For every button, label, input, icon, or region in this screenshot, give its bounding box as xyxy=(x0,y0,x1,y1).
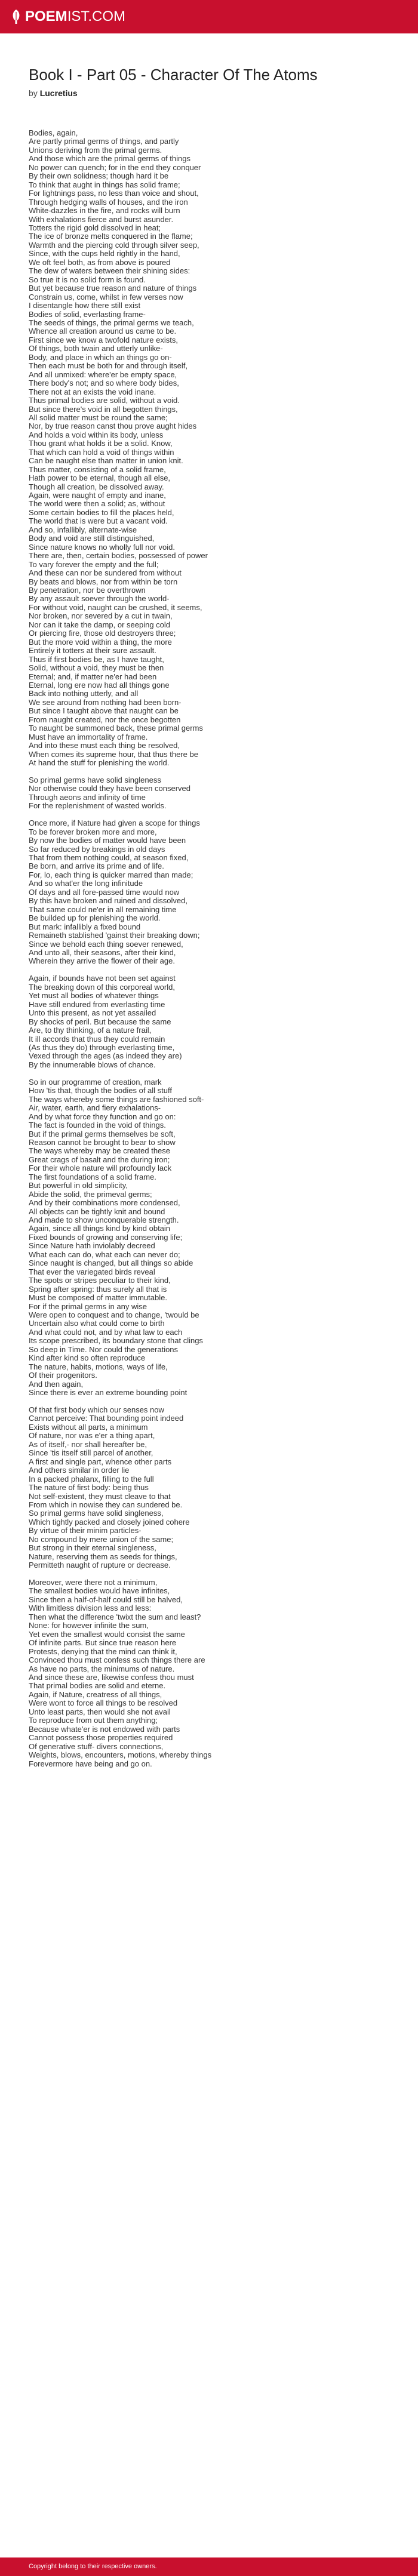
poem-line: Are, to thy thinking, of a nature frail, xyxy=(29,1026,152,1035)
poem-line: In a packed phalanx, filling to the full xyxy=(29,1474,154,1484)
poem-line: Must have an immortality of frame. xyxy=(29,732,148,741)
poem-line: That same could ne'er in all remaining time xyxy=(29,904,177,914)
poem-line: Which tightly packed and closely joined cohere xyxy=(29,1517,190,1526)
poem-stanza xyxy=(29,1406,389,1570)
poem-line: Again, since all things kind by kind obtain xyxy=(29,1224,171,1233)
poem-line: By virtue of their minim particles- xyxy=(29,1526,142,1535)
poem-line: Permitteth naught of rupture or decrease. xyxy=(29,1561,171,1570)
poem-line: For without void, naught can be crushed, it seems, xyxy=(29,602,202,612)
poem-line: There are, then, certain bodies, possessed of power xyxy=(29,551,208,561)
poem-line: So primal germs have solid singleness, xyxy=(29,1509,164,1518)
poem-line: But since there's void in all begotten things, xyxy=(29,404,178,414)
poem-line: Thou grant what holds it be a solid. Know, xyxy=(29,439,173,448)
poem-line: Unto this present, as not yet assailed xyxy=(29,1008,156,1018)
poem-line: Warmth and the piercing cold through silver seep, xyxy=(29,240,199,250)
poem-line: Whence all creation around us came to be. xyxy=(29,327,177,336)
poem-line: That from them nothing could, at season fixed, xyxy=(29,853,189,863)
poem-line: Moreover, were there not a minimum, xyxy=(29,1578,158,1587)
poem-line: Some certain bodies to fill the places held, xyxy=(29,507,174,517)
poem-line: Were wont to force all things to be resolved xyxy=(29,1698,178,1708)
poem-line: The first foundations of a solid frame. xyxy=(29,1172,156,1181)
poem-stanza xyxy=(29,776,389,811)
poem-line: Be builded up for plenishing the world. xyxy=(29,913,161,923)
poem-line: Since we behold each thing soever renewed, xyxy=(29,939,183,949)
poem-line: And holds a void within its body, unless xyxy=(29,430,164,439)
poem-line: (As thus they do) through everlasting time, xyxy=(29,1042,175,1052)
poem-line: Vexed through the ages (as indeed they are) xyxy=(29,1051,182,1061)
poem-line: For the replenishment of wasted worlds. xyxy=(29,801,167,811)
poem-line: Again, if Nature, creatress of all things, xyxy=(29,1689,162,1699)
poem-line: The dew of waters between their shining sides: xyxy=(29,266,190,276)
poem-line: Reason cannot be brought to bear to show xyxy=(29,1137,176,1147)
poem-line: What each can do, what each can never do; xyxy=(29,1249,180,1259)
poem-line: Spring after spring: thus surely all that is xyxy=(29,1284,167,1294)
poem-line: By their own solidness; though hard it be xyxy=(29,171,169,181)
poem-line: Through hedging walls of houses, and the iron xyxy=(29,197,188,207)
poem-line: Of generative stuff- divers connections, xyxy=(29,1741,164,1751)
poem-line: Of things, both twain and utterly unlike- xyxy=(29,344,163,353)
poem-line: Since nature knows no wholly full nor void. xyxy=(29,542,175,552)
poem-line: Unto least parts, then would she not avail xyxy=(29,1707,171,1716)
poem-line: But yet because true reason and nature of things xyxy=(29,284,197,293)
quill-icon xyxy=(11,9,21,24)
poem-line: We oft feel both, as from above is poured xyxy=(29,257,171,267)
poem-line: I disentangle how there still exist xyxy=(29,301,141,310)
poem-line: The ways whereby some things are fashioned soft- xyxy=(29,1094,204,1104)
poem-line: All solid matter must be round the same; xyxy=(29,413,168,422)
poem-line: Through aeons and infinity of time xyxy=(29,792,146,802)
poem-line: But powerful in old simplicity, xyxy=(29,1181,128,1190)
poem-line: How 'tis that, though the bodies of all stuff xyxy=(29,1086,172,1095)
poem-line: It ill accords that thus they could remain xyxy=(29,1034,165,1044)
poem-line: At hand the stuff for plenishing the world. xyxy=(29,758,170,768)
poem-line: And so what'er the long infinitude xyxy=(29,879,143,888)
poem-line: Air, water, earth, and fiery exhalations- xyxy=(29,1103,161,1113)
poem-line: Can be naught else than matter in union knit. xyxy=(29,456,183,466)
poem-line: Nor can it take the damp, or seeping cold xyxy=(29,620,171,629)
poem-line: As have no parts, the minimums of nature. xyxy=(29,1664,175,1673)
poem-line: Nor broken, nor severed by a cut in twain, xyxy=(29,611,173,621)
poem-line: Thus if first bodies be, as I have taught, xyxy=(29,654,164,664)
poem-line: Of that first body which our senses now xyxy=(29,1405,164,1414)
poem-line: Then what the difference 'twixt the sum and least? xyxy=(29,1612,201,1621)
poem-line: But since I taught above that naught can be xyxy=(29,706,179,716)
poem-line: And by what force they function and go on: xyxy=(29,1112,176,1121)
poem-line: Kind after kind so often reproduce xyxy=(29,1353,146,1363)
poem-line: By shocks of peril. But because the same xyxy=(29,1017,171,1026)
poem-line: To be forever broken more and more, xyxy=(29,827,157,836)
poem-line: Though all creation, be dissolved away. xyxy=(29,482,164,491)
poem-line: Nor otherwise could they have been conserved xyxy=(29,784,190,793)
poem-line: There body's not; and so where body bides, xyxy=(29,378,179,388)
poem-line: And into these must each thing be resolved, xyxy=(29,741,180,750)
poem-line: None: for however infinite the sum, xyxy=(29,1621,149,1630)
poem-line: And so, infallibly, alternate-wise xyxy=(29,525,137,534)
poem-line: By now the bodies of matter would have been xyxy=(29,836,186,845)
poem-line: Eternal, long ere now had all things gone xyxy=(29,681,170,690)
poem-line: For lightnings pass, no less than voice and shout, xyxy=(29,189,199,198)
poem-line: By any assault soever through the world- xyxy=(29,594,170,604)
by-label: by xyxy=(29,88,38,98)
poem-line: So in our programme of creation, mark xyxy=(29,1077,162,1087)
poem-line: We see around from nothing had been born- xyxy=(29,697,182,707)
poem-line: So primal germs have solid singleness xyxy=(29,775,161,784)
poem-line: Fixed bounds of growing and conserving life; xyxy=(29,1232,183,1242)
poem-line: Be born, and arrive its prime and of life. xyxy=(29,861,164,871)
poem-line: White-dazzles in the fire, and rocks will burn xyxy=(29,206,180,216)
poem-line: Were open to conquest and to change, 'twould be xyxy=(29,1310,199,1320)
poem-line: Since Nature hath inviolably decreed xyxy=(29,1241,155,1251)
poem-line: No power can quench; for in the end they conquer xyxy=(29,162,201,172)
logo-text-strong: POEM xyxy=(25,8,67,24)
poem-line: That ever the variegated birds reveal xyxy=(29,1267,155,1276)
poem-line: There not at an exists the void inane. xyxy=(29,387,156,396)
poem-line: Forevermore have being and go on. xyxy=(29,1759,152,1768)
poem-line: To naught be summoned back, these primal germs xyxy=(29,724,203,733)
poem-line: That which can hold a void of things within xyxy=(29,447,174,457)
poem-line: Body and void are still distinguished, xyxy=(29,534,155,543)
poem-line: So true it is no solid form is found. xyxy=(29,275,146,284)
site-logo[interactable] xyxy=(11,8,125,26)
poem-line: Cannot perceive: That bounding point indeed xyxy=(29,1414,184,1423)
poem-line: Because whate'er is not endowed with parts xyxy=(29,1724,180,1734)
poem-line: The ways whereby may be created these xyxy=(29,1146,171,1156)
poem-line: First since we know a twofold nature exists, xyxy=(29,335,178,344)
poem-line: And all unmixed: where'er be empty space, xyxy=(29,370,177,379)
poem-line: By beats and blows, nor from within be torn xyxy=(29,577,178,586)
poem-line: Thus matter, consisting of a solid frame, xyxy=(29,464,166,474)
poem-line: Of nature, nor was e'er a thing apart, xyxy=(29,1431,155,1441)
poem-line: The smallest bodies would have infinites, xyxy=(29,1586,170,1596)
poem-line: Its scope prescribed, its boundary stone that clings xyxy=(29,1336,203,1346)
poem-line: Not self-existent, they must cleave to that xyxy=(29,1491,171,1501)
poem-line: And others similar in order lie xyxy=(29,1466,130,1475)
poem-stanza xyxy=(29,129,389,768)
poem-line: Then each must be both for and through itself, xyxy=(29,361,188,371)
poem-line: Bodies, again, xyxy=(29,128,78,137)
poem-line: No compound by mere union of the same; xyxy=(29,1534,174,1544)
poem-line: But strong in their eternal singleness, xyxy=(29,1543,156,1553)
poem-line: To think that aught in things has solid frame; xyxy=(29,180,180,189)
poem-line: And what could not, and by what law to each xyxy=(29,1327,183,1337)
poem-line: Yet must all bodies of whatever things xyxy=(29,991,159,1001)
poem-line: The fact is founded in the void of things. xyxy=(29,1121,166,1130)
poem-line: Nor, by true reason canst thou prove aught hides xyxy=(29,421,197,431)
poem-line: Since, with the cups held rightly in the hand, xyxy=(29,249,180,258)
poem-line: To vary forever the empty and the full; xyxy=(29,559,159,569)
poem-container xyxy=(29,64,389,1777)
poem-line: Must be composed of matter immutable. xyxy=(29,1293,167,1303)
poem-line: Or piercing fire, those old destroyers three; xyxy=(29,629,176,638)
poem-line: That primal bodies are solid and eterne. xyxy=(29,1681,166,1691)
poem-line: And by their combinations more condensed, xyxy=(29,1198,180,1208)
poem-line: Once more, if Nature had given a scope for things xyxy=(29,818,200,828)
poem-stanza xyxy=(29,819,389,966)
poem-line: But if the primal germs themselves be soft, xyxy=(29,1129,176,1138)
poem-stanza xyxy=(29,1578,389,1768)
poem-line: Body, and place in which an things go on- xyxy=(29,352,172,362)
poem-line: Entirely it totters at their sure assault. xyxy=(29,646,156,655)
poem-line: Nature, reserving them as seeds for things, xyxy=(29,1552,177,1561)
poem-line: Unions deriving from the primal germs. xyxy=(29,145,162,155)
poem-line: When comes its supreme hour, that thus there be xyxy=(29,749,198,759)
poem-line: Wherein they arrive the flower of their age. xyxy=(29,956,175,966)
poem-line: Constrain us, come, whilst in few verses now xyxy=(29,292,183,301)
poem-line: Abide the solid, the primeval germs; xyxy=(29,1189,152,1199)
poem-line: Convinced thou must confess such things there are xyxy=(29,1655,205,1665)
poem-line: Weights, blows, encounters, motions, whereby things xyxy=(29,1750,212,1760)
poem-body xyxy=(29,129,389,1768)
poem-line: Yet even the smallest would consist the same xyxy=(29,1629,185,1639)
poem-line: Have still endured from everlasting time xyxy=(29,999,165,1009)
poem-line: The spots or stripes peculiar to their kind, xyxy=(29,1276,171,1285)
poem-line: The seeds of things, the primal germs we teach, xyxy=(29,318,194,327)
poem-line: Hath power to be eternal, though all else, xyxy=(29,473,171,483)
poem-line: Remaineth stablished 'gainst their breaking down; xyxy=(29,931,200,940)
poem-line: And those which are the primal germs of things xyxy=(29,154,190,164)
poem-line: All objects can be tightly knit and bound xyxy=(29,1207,165,1216)
poem-line: Since then a half-of-half could still be halved, xyxy=(29,1595,183,1604)
poem-line: A first and single part, whence other parts xyxy=(29,1457,172,1466)
poem-line: From naught created, nor the once begotten xyxy=(29,715,181,724)
poem-line: Bodies of solid, everlasting frame- xyxy=(29,309,146,319)
poem-line: Eternal; and, if matter ne'er had been xyxy=(29,672,157,681)
poem-line: Again, if bounds have not been set against xyxy=(29,974,176,983)
poem-line: Are partly primal germs of things, and partly xyxy=(29,137,179,146)
poem-line: For, lo, each thing is quicker marred than made; xyxy=(29,870,193,879)
poem-line: And these can nor be sundered from without xyxy=(29,568,182,578)
poem-line: The breaking down of this corporeal world, xyxy=(29,982,175,992)
poem-line: Of infinite parts. But since true reason here xyxy=(29,1638,177,1648)
poem-line: And made to show unconquerable strength. xyxy=(29,1215,179,1225)
site-footer xyxy=(0,2557,418,2576)
poem-line: The nature, habits, motions, ways of life, xyxy=(29,1362,168,1371)
poem-line: But the more void within a thing, the more xyxy=(29,637,172,647)
poem-line: By this have broken and ruined and dissolved, xyxy=(29,896,188,906)
poem-line: Of their progenitors. xyxy=(29,1371,97,1380)
poem-line: For their whole nature will profoundly lack xyxy=(29,1164,172,1173)
poem-line: By the innumerable blows of chance. xyxy=(29,1060,156,1069)
poem-line: So far reduced by breakings in old days xyxy=(29,844,165,854)
poem-line: And unto all, their seasons, after their kind, xyxy=(29,948,176,958)
poem-line: Solid, without a void, they must be then xyxy=(29,663,164,673)
poem-line: So deep in Time. Nor could the generations xyxy=(29,1344,179,1354)
poem-line: Totters the rigid gold dissolved in heat; xyxy=(29,223,161,232)
poem-line: Of days and all fore-passed time would now xyxy=(29,887,180,897)
poem-byline xyxy=(29,87,389,99)
site-header xyxy=(0,0,418,33)
poem-line: To reproduce from out them anything; xyxy=(29,1716,158,1725)
poem-line: Cannot possess those properties required xyxy=(29,1733,173,1743)
poem-line: Since there is ever an extreme bounding point xyxy=(29,1388,188,1398)
poem-line: Again, were naught of empty and inane, xyxy=(29,491,166,500)
poem-stanza xyxy=(29,974,389,1069)
poem-line: Protests, denying that the mind can think it, xyxy=(29,1646,177,1656)
logo-text-light: IST.COM xyxy=(67,8,126,24)
poem-line: The world that is were but a vacant void. xyxy=(29,516,168,526)
poem-line: With limitless division less and less: xyxy=(29,1604,152,1613)
poem-line: By penetration, nor be overthrown xyxy=(29,586,146,595)
poem-line: Thus primal bodies are solid, without a void. xyxy=(29,396,180,405)
poem-line: And then again, xyxy=(29,1379,84,1389)
poem-line: From which in nowise they can sundered be. xyxy=(29,1500,183,1509)
poem-line: Since 'tis itself still parcel of another, xyxy=(29,1448,153,1458)
poem-line: Since naught is changed, but all things so abide xyxy=(29,1258,193,1268)
poem-line: Great crags of basalt and the during iron; xyxy=(29,1155,170,1164)
poem-line: But mark: infallibly a fixed bound xyxy=(29,922,141,931)
poem-line: With exhalations fierce and burst asunder. xyxy=(29,214,174,224)
poem-title: Book I - Part 05 - Character Of The Atoms xyxy=(29,66,318,84)
poem-line: The ice of bronze melts conquered in the flame; xyxy=(29,232,193,241)
poem-line: Exists without all parts, a minimum xyxy=(29,1422,148,1432)
footer-copyright: Copyright belong to their respective owners. xyxy=(29,2563,157,2570)
poem-line: The world were then a solid; as, without xyxy=(29,499,165,509)
poem-line: For if the primal germs in any wise xyxy=(29,1301,147,1311)
poem-line: The nature of first body: being thus xyxy=(29,1483,149,1492)
poem-line: And since these are, likewise confess thou must xyxy=(29,1673,194,1682)
poem-line: Uncertain also what could come to birth xyxy=(29,1319,165,1328)
poem-line: As of itself,- nor shall hereafter be, xyxy=(29,1439,147,1449)
author-link[interactable]: Lucretius xyxy=(39,88,78,98)
poem-line: Back into nothing utterly, and all xyxy=(29,689,139,698)
poem-stanza xyxy=(29,1078,389,1398)
